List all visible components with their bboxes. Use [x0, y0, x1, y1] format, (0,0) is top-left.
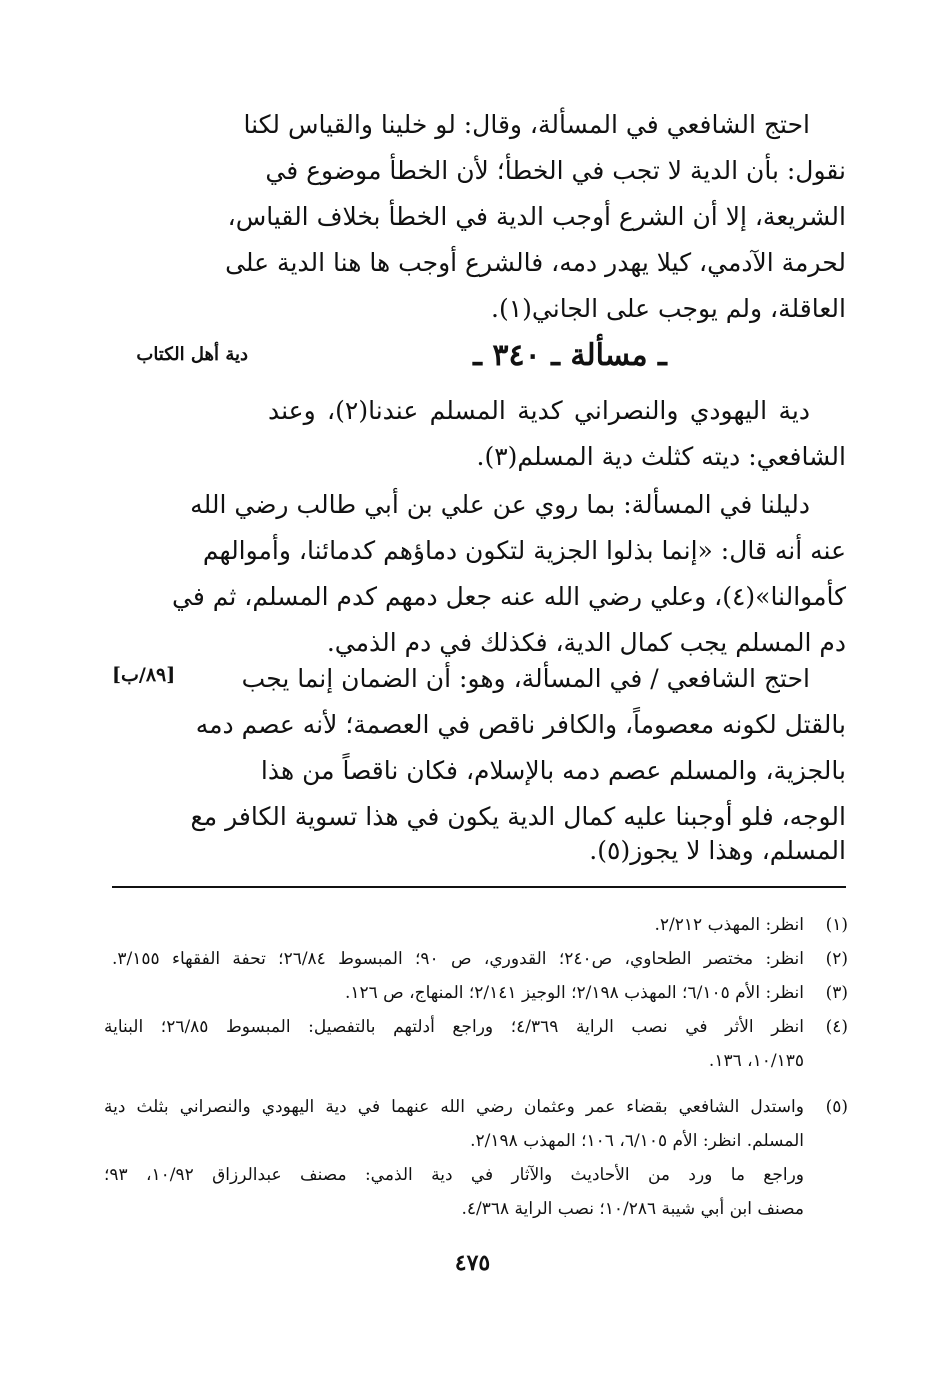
issue-heading: ـ مسألة ـ ٣٤٠ ـ — [473, 338, 667, 373]
footnote-text: مصنف ابن أبي شيبة ١٠/٢٨٦؛ نصب الراية ٤/٣٦٨. — [461, 1199, 804, 1219]
footnote-text: انظر الأثر في نصب الراية ٤/٣٦٩؛ وراجع أدلتهم بالتفصيل: المبسوط ٢٦/٨٥؛ البناية — [104, 1017, 804, 1037]
text-line: بالجزية، والمسلم عصم دمه بالإسلام، فكان ناقصاً من هذا — [260, 756, 846, 785]
footnote-text: انظر: مختصر الطحاوي، ص٢٤٠؛ القدوري، ص ٩٠؛ المبسوط ٢٦/٨٤؛ تحفة الفقهاء ٣/١٥٥. — [112, 949, 804, 969]
text-line: لحرمة الآدمي، كيلا يهدر دمه، فالشرع أوجب ها هنا الدية على — [225, 248, 846, 277]
footnote-text: انظر: المهذب ٢/٢١٢. — [654, 915, 804, 935]
text-line: عنه أنه قال: «إنما بذلوا الجزية لتكون دماؤهم كدمائنا، وأموالهم — [202, 536, 846, 565]
text-line: العاقلة، ولم يوجب على الجاني(١). — [491, 294, 846, 323]
text-line: الشافعي: ديته كثلث دية المسلم(٣). — [476, 442, 846, 471]
text-line: احتج الشافعي في المسألة، وقال: لو خلينا والقياس لكنا — [243, 110, 810, 139]
text-line: كأموالنا»(٤)، وعلي رضي الله عنه جعل دمهم كدم المسلم، ثم في — [171, 582, 846, 611]
footnote-number: (٥) — [825, 1097, 848, 1117]
footnote-text: وراجع ما ورد من الأحاديث والآثار في دية الذمي: مصنف عبدالرزاق ١٠/٩٢، ٩٣؛ — [104, 1165, 805, 1185]
footnote-text: واستدل الشافعي بقضاء عمر وعثمان رضي الله عنهما في دية اليهودي والنصراني بثلث دية — [104, 1097, 804, 1117]
text-line: نقول: بأن الدية لا تجب في الخطأ؛ لأن الخطأ موضوع في — [265, 156, 846, 185]
text-line: دليلنا في المسألة: بما روي عن علي بن أبي طالب رضي الله — [190, 490, 810, 519]
page-number: ٤٧٥ — [454, 1250, 491, 1276]
text-line: المسلم، وهذا لا يجوز(٥). — [589, 836, 846, 865]
footnote-text: انظر: الأم ٦/١٠٥؛ المهذب ٢/١٩٨؛ الوجيز ٢/١٤١؛ المنهاج، ص ١٢٦. — [344, 983, 804, 1003]
footnote-number: (٢) — [825, 949, 848, 969]
footnote-separator — [112, 886, 846, 888]
text-line: الوجه، فلو أوجبنا عليه كمال الدية يكون في هذا تسوية الكافر مع — [190, 802, 846, 831]
footnote-text: ١٠/١٣٥، ١٣٦. — [708, 1051, 804, 1071]
folio-marker: [٨٩/ب] — [112, 664, 176, 686]
text-line: بالقتل لكونه معصوماً، والكافر ناقص في العصمة؛ لأنه عصم دمه — [195, 710, 846, 739]
footnote-number: (٣) — [825, 983, 848, 1003]
margin-title: دية أهل الكتاب — [136, 344, 248, 365]
text-line: احتج الشافعي / في المسألة، وهو: أن الضمان إنما يجب — [241, 664, 810, 693]
text-line: دم المسلم يجب كمال الدية، فكذلك في دم الذمي. — [326, 628, 846, 657]
footnote-number: (٤) — [825, 1017, 848, 1037]
footnote-number: (١) — [825, 915, 848, 935]
text-line: دية اليهودي والنصراني كدية المسلم عندنا(٢)، وعند — [268, 396, 810, 425]
footnote-text: المسلم. انظر: الأم ٦/١٠٥، ١٠٦؛ المهذب ٢/١٩٨. — [470, 1131, 804, 1151]
text-line: الشريعة، إلا أن الشرع أوجب الدية في الخطأ بخلاف القياس، — [227, 202, 846, 231]
